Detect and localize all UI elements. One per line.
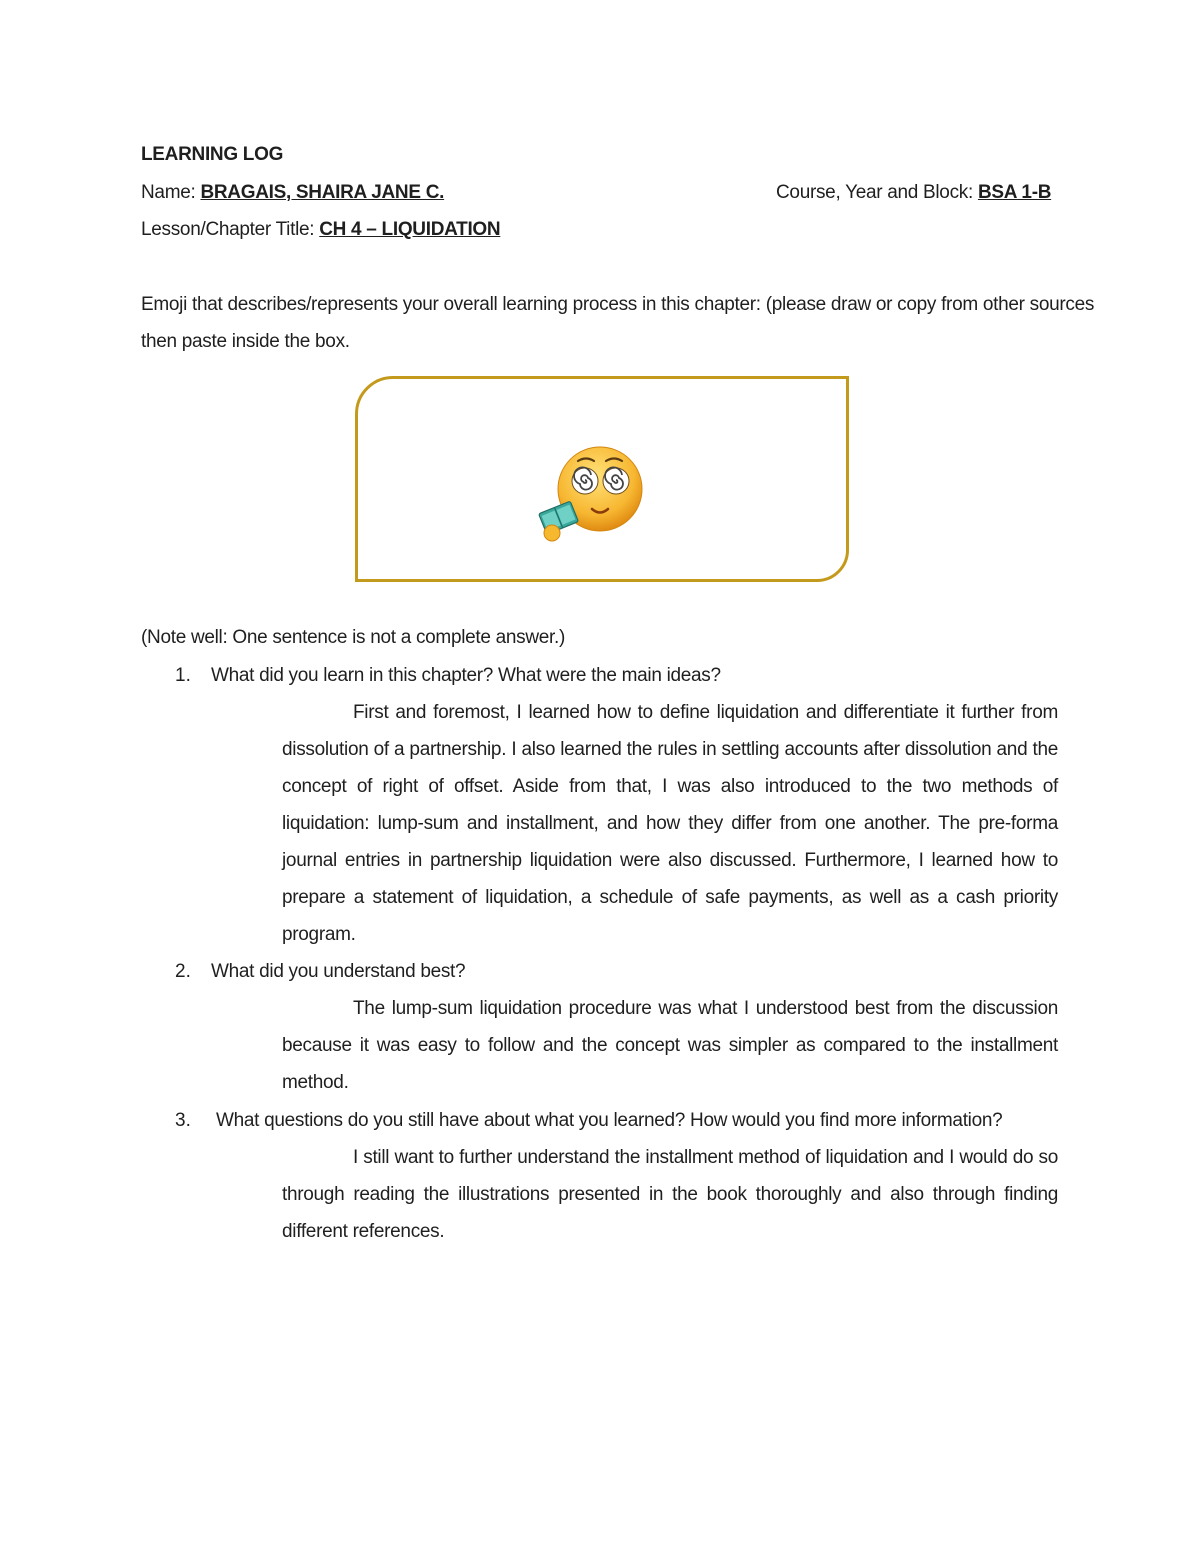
answer-paragraph: I still want to further understand the installment method of liquidation and I would do so through reading the illustrations presented in the book thoroughly and also through finding different references. bbox=[282, 1147, 1058, 1242]
question-number: 3. bbox=[175, 1110, 191, 1131]
question-number: 2. bbox=[175, 961, 191, 982]
emoji-prompt-line-2: then paste inside the box. bbox=[141, 331, 350, 352]
name-label: Name: bbox=[141, 182, 201, 203]
lesson-value: CH 4 – LIQUIDATION bbox=[319, 219, 501, 240]
dizzy-face-reading-book-icon bbox=[536, 445, 646, 545]
name-line bbox=[141, 181, 444, 205]
document-title: LEARNING LOG bbox=[141, 144, 284, 165]
lesson-label: Lesson/Chapter Title: bbox=[141, 219, 320, 240]
course-line bbox=[776, 181, 1051, 205]
note-text: (Note well: One sentence is not a complete answer.) bbox=[141, 627, 566, 648]
answer-paragraph: First and foremost, I learned how to define liquidation and differentiate it further from dissolution of a partnership. I also learned the rules in settling accounts after dissolution and the concept of right of offset. Aside from that, I was also introduced to the two methods of liquidation: lump-sum and installment, and how they differ from one another. The pre-forma journal entries in partnership liquidation were also discussed. Furthermore, I learned how to prepare a statement of liquidation, a schedule of safe payments, as well as a cash priority program. bbox=[282, 702, 1058, 945]
question-text: What questions do you still have about what you learned? How would you find more information? bbox=[216, 1110, 1003, 1131]
emoji-prompt-line-1: Emoji that describes/represents your overall learning process in this chapter: (please draw or copy from other sources bbox=[141, 294, 1095, 315]
course-label: Course, Year and Block: bbox=[776, 182, 978, 203]
question-text: What did you learn in this chapter? What were the main ideas? bbox=[211, 665, 721, 686]
name-value: BRAGAIS, SHAIRA JANE C. bbox=[200, 182, 445, 203]
course-value: BSA 1-B bbox=[977, 182, 1052, 203]
lesson-line bbox=[141, 218, 500, 242]
answer-paragraph: The lump-sum liquidation procedure was what I understood best from the discussion because it was easy to follow and the concept was simpler as compared to the installment method. bbox=[282, 998, 1058, 1093]
question-text: What did you understand best? bbox=[211, 961, 466, 982]
question-number: 1. bbox=[175, 665, 191, 686]
